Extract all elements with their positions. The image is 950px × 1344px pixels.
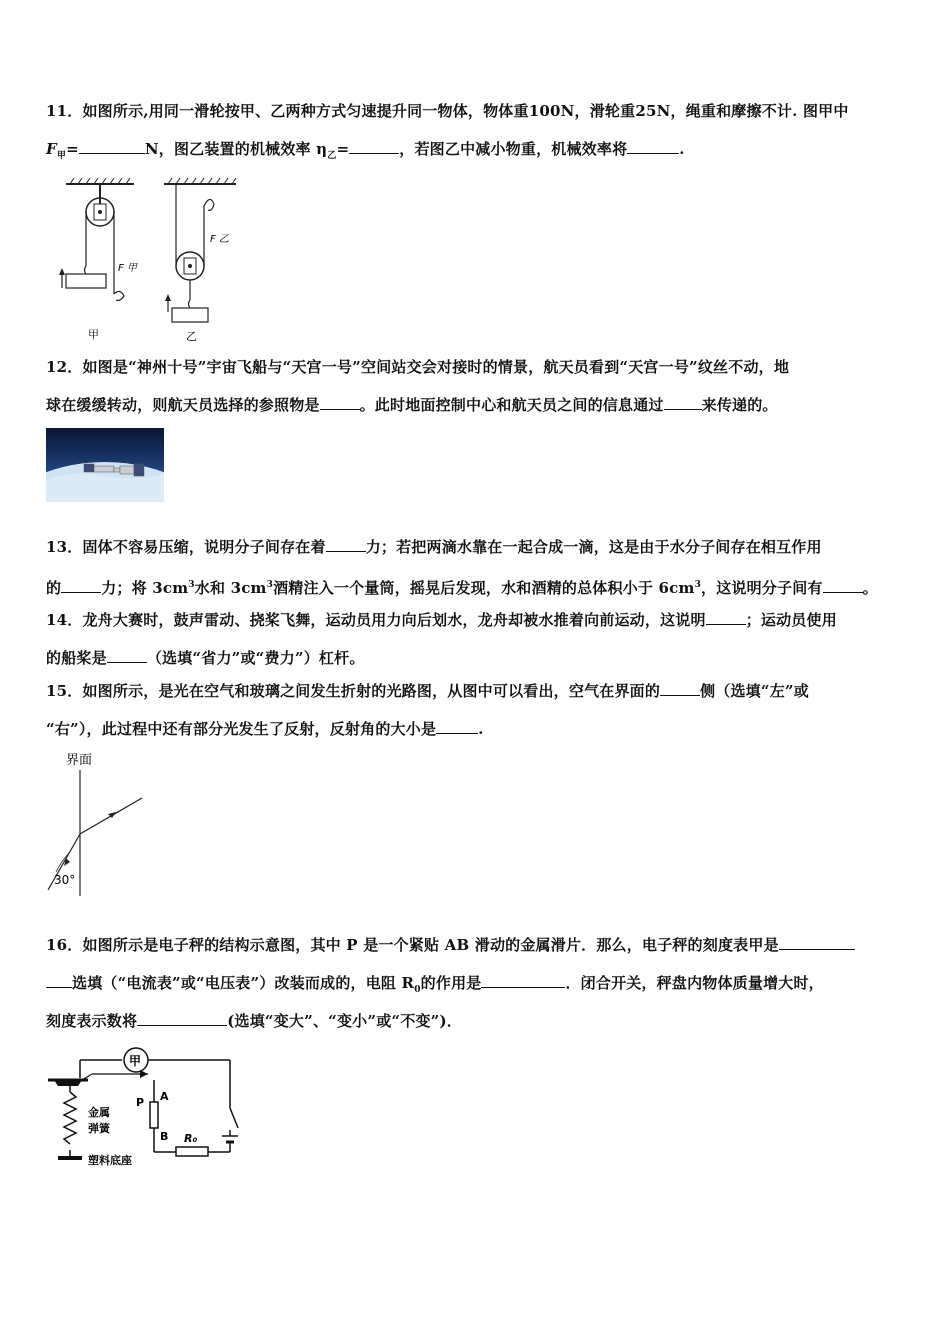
answer-blank[interactable]: [79, 139, 145, 154]
spring-label-1: 金属: [88, 1106, 110, 1119]
base-label: 塑料底座: [88, 1154, 132, 1167]
q14-line1: 14．龙舟大赛时，鼓声雷动、挠桨飞舞，运动员用力向后划水，龙舟却被水推着向前运动，这说明 ；运动员使用: [46, 611, 837, 629]
answer-blank[interactable]: [627, 139, 679, 154]
p-label: P: [136, 1096, 145, 1109]
b-label: B: [160, 1130, 169, 1143]
q14-line2: 的船桨是 （选填“省力”或“费力”）杠杆。: [46, 649, 365, 667]
refraction-figure: [42, 748, 152, 898]
jia-label: 甲: [88, 328, 99, 341]
pulley-figure: [52, 176, 252, 344]
answer-blank[interactable]: [436, 719, 478, 734]
scale-circuit-figure: [44, 1044, 256, 1174]
q16-line3: 刻度表示数将 (选填“变大”、“变小”或“不变”)．: [46, 1012, 462, 1030]
answer-blank[interactable]: [326, 537, 366, 552]
answer-blank[interactable]: [664, 395, 702, 410]
answer-blank[interactable]: [107, 648, 147, 663]
answer-blank[interactable]: [349, 139, 399, 154]
q15-line1: 15．如图所示，是光在空气和玻璃之间发生折射的光路图，从图中可以看出，空气在界面的 侧（选填“左”或: [46, 682, 809, 700]
yi-block-label: 乙: [186, 330, 197, 343]
q13-line2: 的 力；将 $3cm^3$水和 $3cm^3$酒精注入一个量筒，摇晃后发现，水和酒精的总体积小于 $6cm^3$，这说明分子间有 。: [46, 579, 878, 597]
spring-label-2: 弹簧: [88, 1122, 110, 1135]
q12-line2: 球在缓缓转动，则航天员选择的参照物是 。此时地面控制中心和航天员之间的信息通过 来传递的。: [46, 396, 778, 414]
q11-line1: 11．如图所示,用同一滑轮按甲、乙两种方式匀速提升同一物体，物体重100N，滑轮重25N，绳重和摩擦不计. 图甲中: [46, 102, 849, 120]
f-yi-label: F 乙: [210, 234, 229, 245]
answer-blank[interactable]: [320, 395, 360, 410]
q16-line2: 选填（“电流表”或“电压表”）改装而成的，电阻 $R_0$的作用是 ．闭合开关，秤盘内物体质量增大时，: [46, 973, 824, 1000]
answer-blank[interactable]: [706, 610, 746, 625]
angle-label: 30°: [54, 873, 76, 887]
q13-line1: 13．固体不容易压缩，说明分子间存在着 力；若把两滴水靠在一起合成一滴，这是由于水分子间存在相互作用: [46, 538, 822, 556]
answer-blank[interactable]: [137, 1011, 227, 1026]
answer-blank[interactable]: [823, 578, 863, 593]
f-jia-label: F 甲: [118, 263, 137, 274]
answer-blank[interactable]: [660, 681, 700, 696]
r0-label: R₀: [184, 1132, 198, 1145]
answer-blank[interactable]: [46, 973, 72, 988]
meter-label: 甲: [129, 1054, 142, 1068]
answer-blank[interactable]: [61, 578, 101, 593]
q15-line2: “右”），此过程中还有部分光发生了反射，反射角的大小是 .: [46, 720, 484, 738]
interface-label: 界面: [66, 753, 93, 768]
q11-line2: $F_甲= N$，图乙装置的机械效率 $\eta_乙=$ ，若图乙中减小物重，机械效率将 .: [46, 140, 685, 161]
q12-line1: 12．如图是“神州十号”宇宙飞船与“天宫一号”空间站交会对接时的情景，航天员看到“天宫一号”纹丝不动，地: [46, 358, 790, 376]
answer-blank[interactable]: [779, 935, 855, 950]
spacecraft-photo: [46, 428, 164, 502]
q16-line1: 16．如图所示是电子秤的结构示意图，其中 P 是一个紧贴 AB 滑动的金属滑片．那么，电子秤的刻度表甲是: [46, 935, 855, 955]
a-label: A: [160, 1090, 169, 1103]
answer-blank[interactable]: [481, 973, 565, 988]
